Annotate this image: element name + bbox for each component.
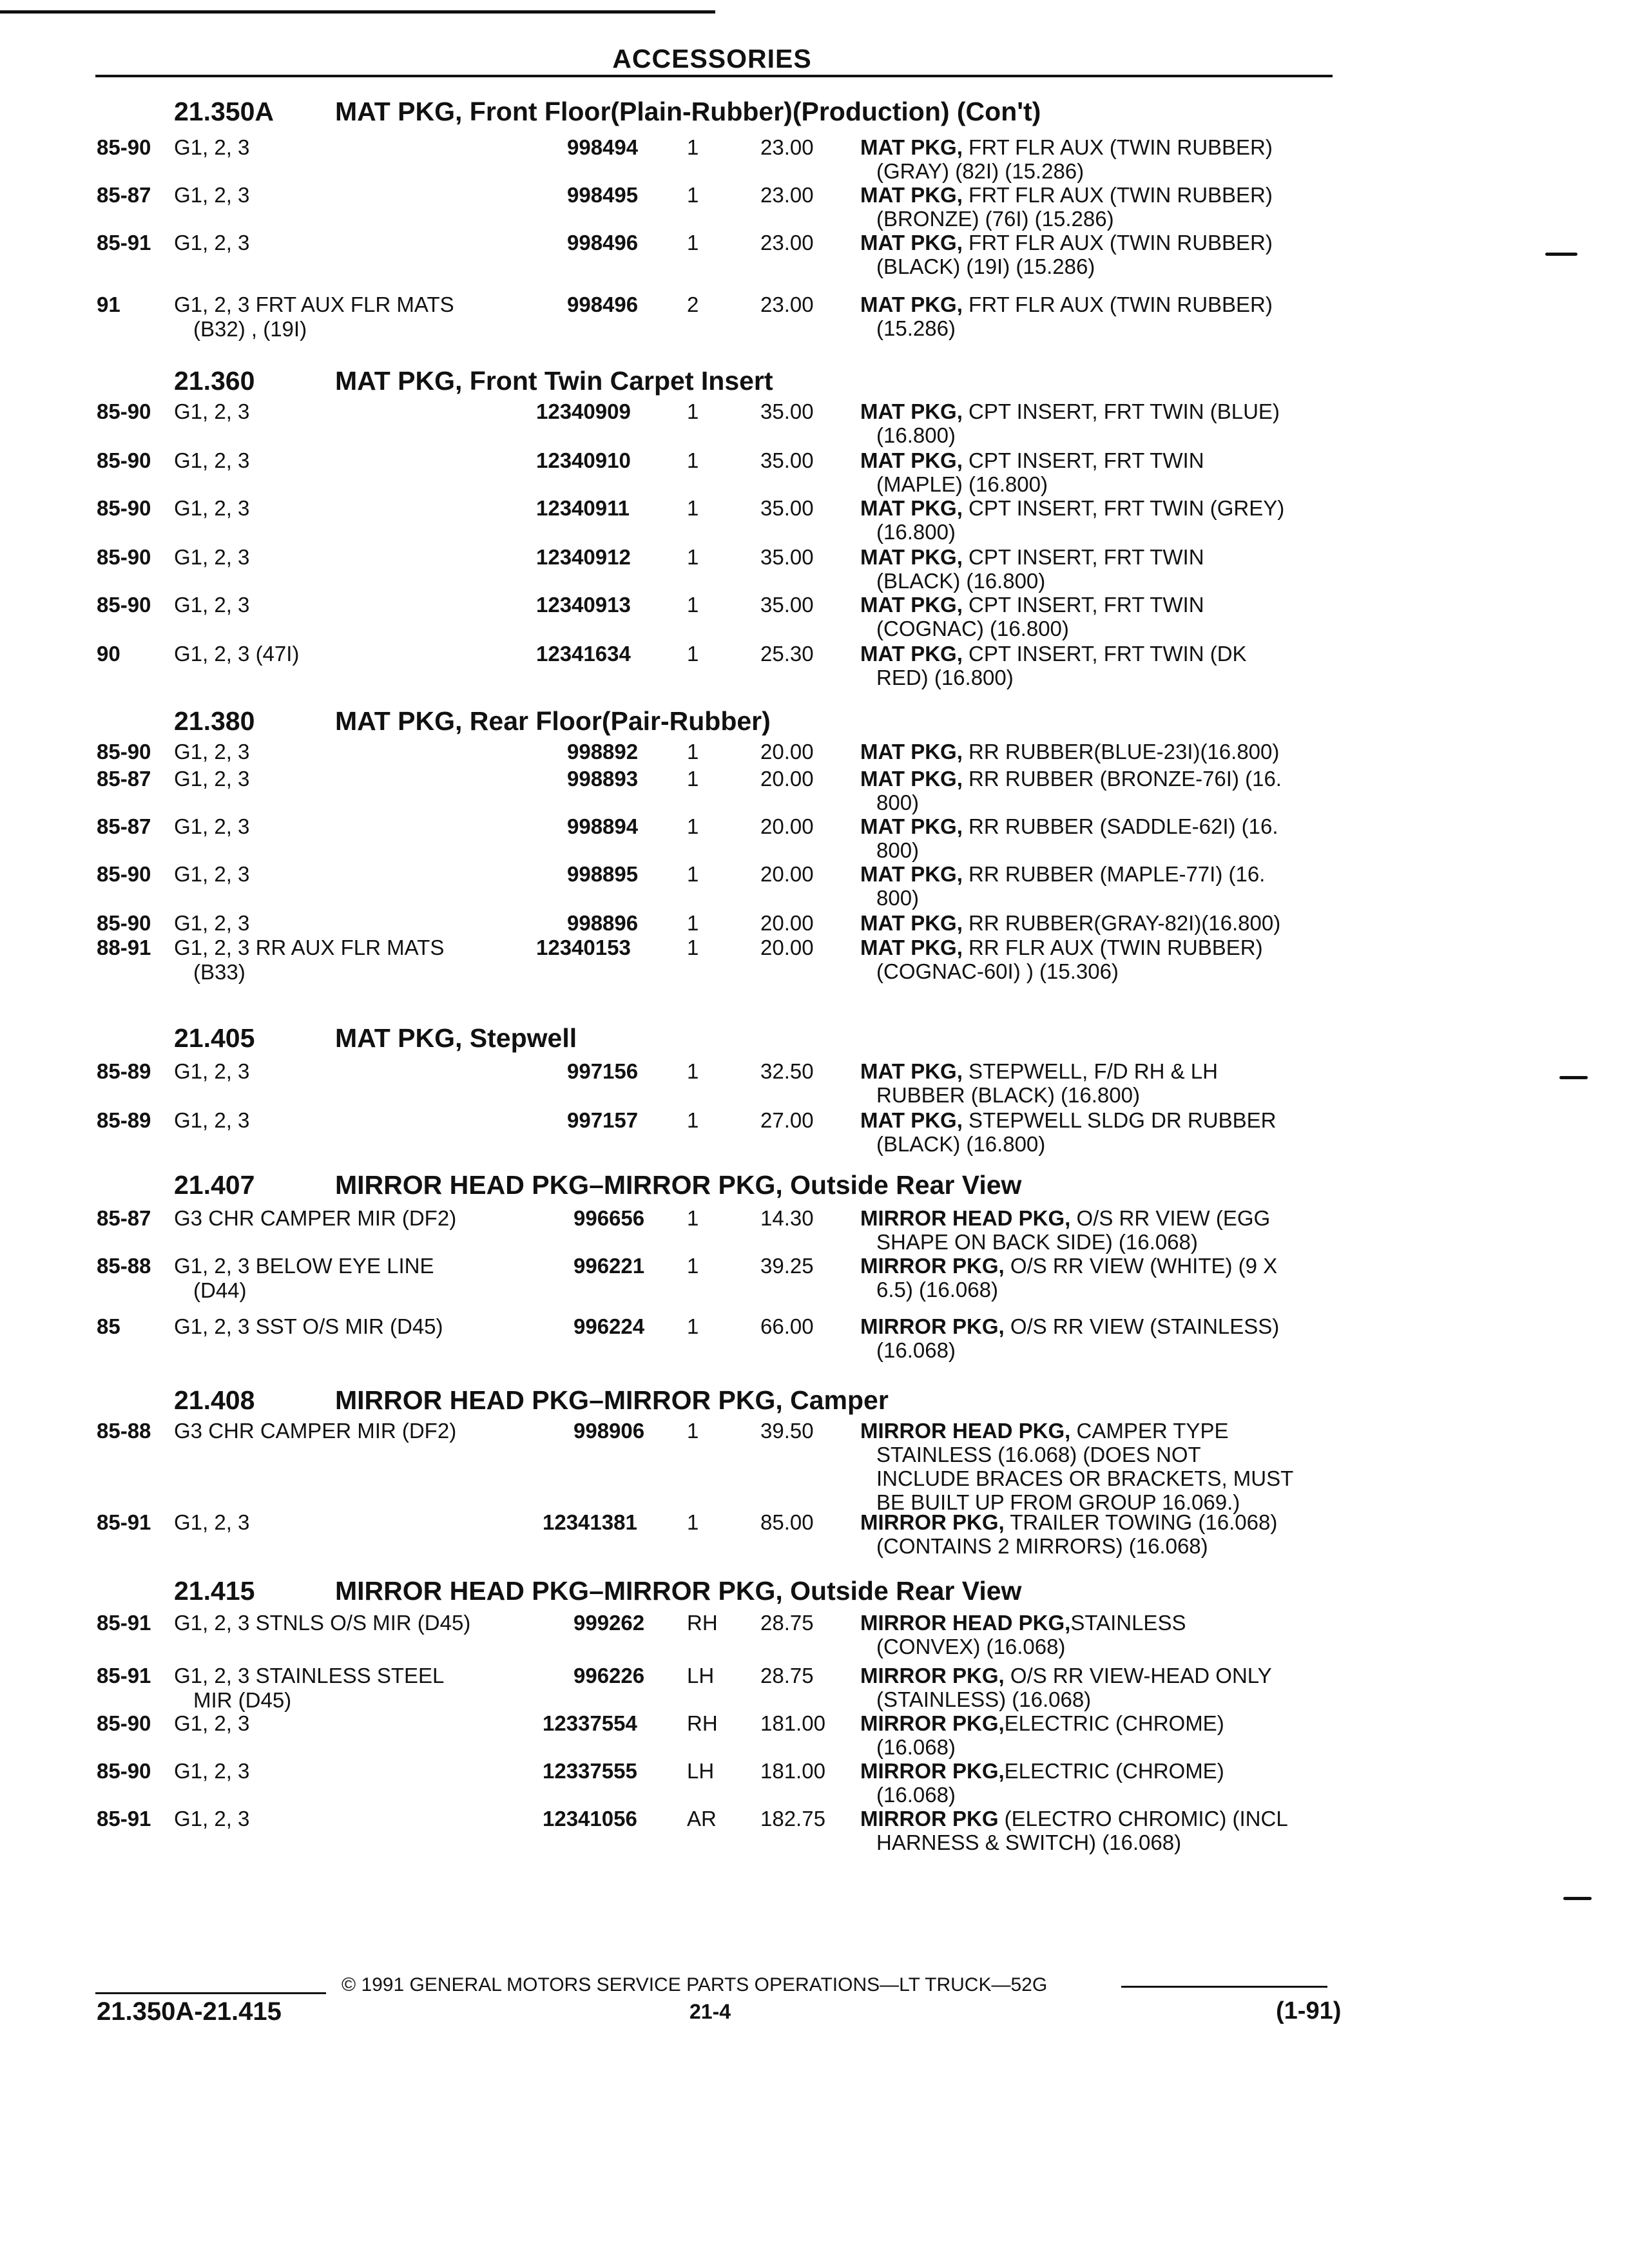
part-number: 997156 (567, 1059, 639, 1083)
part-number: 996226 (574, 1664, 645, 1687)
usage-description: G1, 2, 3 RR AUX FLR MATS (174, 936, 445, 959)
footer-page-number: 21-4 (689, 2000, 731, 2023)
quantity: LH (687, 1664, 715, 1687)
section-number: 21.415 (174, 1576, 255, 1606)
price: 20.00 (760, 740, 814, 764)
part-note-text: STEPWELL, F/D RH & LH (962, 1059, 1218, 1083)
model-years: 85-88 (97, 1419, 151, 1443)
usage-description: G1, 2, 3 (174, 767, 250, 791)
part-note-keyword: MAT PKG, (860, 767, 963, 791)
usage-description: G1, 2, 3 (47I) (174, 642, 300, 666)
part-note-cont: BE BUILT UP FROM GROUP 16.069.) (876, 1490, 1240, 1514)
section-title: MAT PKG, Front Twin Carpet Insert (335, 366, 773, 396)
part-number: 996221 (574, 1254, 645, 1278)
part-note-keyword: MAT PKG, (860, 399, 963, 423)
quantity: 1 (687, 1314, 699, 1338)
part-number: 996656 (574, 1206, 645, 1230)
usage-description: G3 CHR CAMPER MIR (DF2) (174, 1419, 457, 1443)
part-note (860, 545, 1204, 569)
price: 20.00 (760, 767, 814, 791)
model-years: 85-87 (97, 183, 151, 207)
part-note (860, 1807, 1288, 1831)
quantity: 1 (687, 399, 699, 423)
usage-description: G1, 2, 3 (174, 1759, 250, 1783)
part-number: 996224 (574, 1314, 645, 1338)
quantity: 1 (687, 911, 699, 935)
price: 23.00 (760, 183, 814, 207)
part-note-cont: INCLUDE BRACES OR BRACKETS, MUST (876, 1466, 1294, 1490)
quantity: 1 (687, 1419, 699, 1443)
section-title: MIRROR HEAD PKG–MIRROR PKG, Outside Rear View (335, 1170, 1022, 1200)
part-note-keyword: MAT PKG, (860, 642, 963, 666)
usage-description: G1, 2, 3 (174, 1711, 250, 1735)
part-note-cont: (BLACK) (19I) (15.286) (876, 255, 1095, 278)
quantity: 1 (687, 1059, 699, 1083)
part-note-cont: (CONVEX) (16.068) (876, 1635, 1066, 1658)
margin-mark (1559, 1076, 1588, 1079)
usage-description: G1, 2, 3 (174, 496, 250, 520)
part-note-cont: (COGNAC-60I) ) (15.306) (876, 959, 1119, 983)
quantity: 1 (687, 448, 699, 472)
part-number: 998495 (567, 183, 639, 207)
part-number: 998494 (567, 135, 639, 159)
part-note-text: CPT INSERT, FRT TWIN (GREY) (962, 496, 1285, 520)
margin-mark (1545, 253, 1577, 256)
part-note-cont: RUBBER (BLACK) (16.800) (876, 1083, 1140, 1107)
part-note-cont: (15.286) (876, 316, 956, 340)
part-note-keyword: MAT PKG, (860, 135, 963, 159)
model-years: 88-91 (97, 936, 151, 959)
part-note-text: FRT FLR AUX (TWIN RUBBER) (962, 293, 1273, 316)
usage-description: G1, 2, 3 (174, 1059, 250, 1083)
part-note-keyword: MAT PKG, (860, 545, 963, 569)
section-number: 21.360 (174, 366, 255, 396)
model-years: 91 (97, 293, 120, 316)
section-number: 21.408 (174, 1385, 255, 1415)
price: 14.30 (760, 1206, 814, 1230)
part-number: 998894 (567, 814, 639, 838)
part-note-cont: 800) (876, 886, 920, 910)
quantity: RH (687, 1611, 718, 1635)
part-note (860, 740, 1279, 764)
part-note-cont: (CONTAINS 2 MIRRORS) (16.068) (876, 1534, 1208, 1558)
part-note-text: ELECTRIC (CHROME) (1004, 1759, 1224, 1783)
usage-description: G1, 2, 3 BELOW EYE LINE (174, 1254, 434, 1278)
section-heading (174, 1576, 1021, 1606)
quantity: 1 (687, 642, 699, 666)
part-note-text: STEPWELL SLDG DR RUBBER (962, 1108, 1277, 1132)
usage-description: G1, 2, 3 (174, 862, 250, 886)
part-note (860, 814, 1278, 838)
part-number: 12340910 (536, 448, 631, 472)
part-note (860, 1759, 1224, 1783)
section-heading (174, 366, 773, 396)
quantity: LH (687, 1759, 715, 1783)
part-note-cont: (16.068) (876, 1338, 956, 1362)
price: 181.00 (760, 1711, 825, 1735)
price: 20.00 (760, 936, 814, 959)
part-number: 12341381 (543, 1510, 637, 1534)
price: 23.00 (760, 293, 814, 316)
part-note (860, 593, 1204, 617)
footer-section-range: 21.350A-21.415 (97, 1997, 282, 2026)
part-note-keyword: MIRROR PKG, (860, 1314, 1005, 1338)
usage-description: G1, 2, 3 FRT AUX FLR MATS (174, 293, 454, 316)
part-note-text: FRT FLR AUX (TWIN RUBBER) (962, 231, 1273, 255)
part-note-keyword: MAT PKG, (860, 231, 963, 255)
part-note-keyword: MIRROR PKG, (860, 1510, 1005, 1534)
price: 35.00 (760, 593, 814, 617)
model-years: 85-90 (97, 740, 151, 764)
part-note-text: CPT INSERT, FRT TWIN (962, 448, 1204, 472)
footer-rule (95, 1992, 326, 1994)
usage-description-cont: MIR (D45) (193, 1688, 292, 1712)
price: 85.00 (760, 1510, 814, 1534)
part-note-text: O/S RR VIEW (WHITE) (9 X (1004, 1254, 1278, 1278)
section-title: MIRROR HEAD PKG–MIRROR PKG, Outside Rear View (335, 1576, 1022, 1606)
part-note-keyword: MAT PKG, (860, 183, 963, 207)
price: 25.30 (760, 642, 814, 666)
part-note (860, 1711, 1224, 1735)
model-years: 85-90 (97, 1711, 151, 1735)
model-years: 85 (97, 1314, 120, 1338)
price: 27.00 (760, 1108, 814, 1132)
part-note-keyword: MAT PKG, (860, 1108, 963, 1132)
model-years: 85-91 (97, 1510, 151, 1534)
part-note-cont: (COGNAC) (16.800) (876, 617, 1069, 640)
part-note (860, 135, 1273, 159)
usage-description: G1, 2, 3 STNLS O/S MIR (D45) (174, 1611, 471, 1635)
part-number: 12340909 (536, 399, 631, 423)
part-number: 12337554 (543, 1711, 637, 1735)
quantity: 1 (687, 496, 699, 520)
part-note (860, 936, 1263, 959)
part-note (860, 642, 1247, 666)
price: 28.75 (760, 1664, 814, 1687)
part-note (860, 1206, 1270, 1230)
usage-description: G1, 2, 3 (174, 1510, 250, 1534)
part-note-keyword: MIRROR PKG, (860, 1759, 1005, 1783)
part-number: 998496 (567, 231, 639, 255)
part-number: 12340912 (536, 545, 631, 569)
part-note-text: (ELECTRO CHROMIC) (INCL (998, 1807, 1288, 1831)
part-note (860, 183, 1273, 207)
part-note-cont: (BLACK) (16.800) (876, 569, 1046, 593)
part-note-text: FRT FLR AUX (TWIN RUBBER) (962, 183, 1273, 207)
part-number: 12340913 (536, 593, 631, 617)
part-note-cont: (16.800) (876, 423, 956, 447)
part-note-cont: (BRONZE) (76I) (15.286) (876, 207, 1114, 231)
part-note-cont: (BLACK) (16.800) (876, 1132, 1046, 1156)
model-years: 85-90 (97, 399, 151, 423)
quantity: 1 (687, 740, 699, 764)
part-note (860, 399, 1280, 423)
part-number: 998496 (567, 293, 639, 316)
section-number: 21.405 (174, 1023, 255, 1053)
usage-description: G1, 2, 3 (174, 1807, 250, 1831)
quantity: AR (687, 1807, 717, 1831)
part-note-keyword: MIRROR PKG, (860, 1664, 1005, 1687)
section-title: MIRROR HEAD PKG–MIRROR PKG, Camper (335, 1385, 889, 1415)
price: 35.00 (760, 496, 814, 520)
model-years: 85-91 (97, 231, 151, 255)
part-number: 998892 (567, 740, 639, 764)
footer-rule (1121, 1986, 1327, 1988)
part-note-text: RR FLR AUX (TWIN RUBBER) (962, 936, 1263, 959)
part-note-cont: 800) (876, 791, 920, 814)
part-note-cont: (STAINLESS) (16.068) (876, 1687, 1092, 1711)
usage-description-cont: (B32) , (19I) (193, 317, 307, 341)
part-note (860, 1611, 1186, 1635)
price: 66.00 (760, 1314, 814, 1338)
quantity: 1 (687, 135, 699, 159)
part-note-cont: RED) (16.800) (876, 666, 1014, 689)
part-number: 999262 (574, 1611, 645, 1635)
usage-description: G1, 2, 3 (174, 399, 250, 423)
part-note (860, 911, 1280, 935)
part-note-cont: (16.800) (876, 520, 956, 544)
part-note-text: ELECTRIC (CHROME) (1004, 1711, 1224, 1735)
usage-description: G1, 2, 3 (174, 814, 250, 838)
part-note-text: CPT INSERT, FRT TWIN (BLUE) (962, 399, 1280, 423)
model-years: 85-89 (97, 1059, 151, 1083)
usage-description: G1, 2, 3 (174, 740, 250, 764)
part-note-cont: (16.068) (876, 1735, 956, 1759)
part-number: 998896 (567, 911, 639, 935)
quantity: 1 (687, 814, 699, 838)
quantity: RH (687, 1711, 718, 1735)
part-number: 12341634 (536, 642, 631, 666)
part-note (860, 1510, 1277, 1534)
part-note-text: CAMPER TYPE (1070, 1419, 1229, 1443)
part-note-keyword: MAT PKG, (860, 740, 963, 764)
price: 28.75 (760, 1611, 814, 1635)
part-number: 998893 (567, 767, 639, 791)
part-note (860, 448, 1204, 472)
price: 181.00 (760, 1759, 825, 1783)
part-note-cont: HARNESS & SWITCH) (16.068) (876, 1831, 1182, 1854)
usage-description: G1, 2, 3 (174, 183, 250, 207)
part-note-keyword: MIRROR HEAD PKG, (860, 1206, 1071, 1230)
part-note-keyword: MAT PKG, (860, 593, 963, 617)
section-heading (174, 1170, 1021, 1200)
price: 23.00 (760, 231, 814, 255)
model-years: 85-90 (97, 135, 151, 159)
section-title: MAT PKG, Front Floor(Plain-Rubber)(Production) (Con't) (335, 97, 1041, 126)
model-years: 85-87 (97, 814, 151, 838)
quantity: 1 (687, 183, 699, 207)
price: 32.50 (760, 1059, 814, 1083)
section-title: MAT PKG, Rear Floor(Pair-Rubber) (335, 706, 771, 736)
quantity: 1 (687, 936, 699, 959)
price: 35.00 (760, 399, 814, 423)
part-number: 12340911 (536, 496, 630, 520)
part-note-keyword: MIRROR PKG, (860, 1254, 1005, 1278)
usage-description-cont: (B33) (193, 960, 246, 984)
usage-description: G1, 2, 3 SST O/S MIR (D45) (174, 1314, 443, 1338)
quantity: 1 (687, 1206, 699, 1230)
part-note-cont: SHAPE ON BACK SIDE) (16.068) (876, 1230, 1198, 1254)
quantity: 1 (687, 862, 699, 886)
footer-date: (1-91) (1276, 1997, 1342, 2024)
usage-description: G1, 2, 3 (174, 593, 250, 617)
part-note-keyword: MAT PKG, (860, 448, 963, 472)
quantity: 1 (687, 231, 699, 255)
model-years: 85-90 (97, 1759, 151, 1783)
quantity: 1 (687, 1254, 699, 1278)
part-note (860, 1419, 1228, 1443)
part-number: 998895 (567, 862, 639, 886)
part-note-text: RR RUBBER (BRONZE-76I) (16. (962, 767, 1282, 791)
part-note-keyword: MIRROR PKG (860, 1807, 999, 1831)
usage-description: G1, 2, 3 (174, 448, 250, 472)
model-years: 85-89 (97, 1108, 151, 1132)
part-note-text: RR RUBBER(BLUE-23I)(16.800) (962, 740, 1280, 764)
price: 20.00 (760, 911, 814, 935)
quantity: 1 (687, 593, 699, 617)
model-years: 90 (97, 642, 120, 666)
part-note-cont: 6.5) (16.068) (876, 1278, 998, 1302)
part-number: 997157 (567, 1108, 639, 1132)
part-note-keyword: MIRROR HEAD PKG, (860, 1419, 1071, 1443)
margin-mark (1563, 1897, 1592, 1900)
quantity: 2 (687, 293, 699, 316)
part-note (860, 1254, 1277, 1278)
usage-description: G1, 2, 3 (174, 135, 250, 159)
part-note-text: FRT FLR AUX (TWIN RUBBER) (962, 135, 1273, 159)
section-number: 21.380 (174, 706, 255, 736)
usage-description: G1, 2, 3 (174, 231, 250, 255)
part-note (860, 293, 1273, 316)
part-note-text: O/S RR VIEW (STAINLESS) (1004, 1314, 1280, 1338)
part-note (860, 767, 1282, 791)
part-note-keyword: MAT PKG, (860, 496, 963, 520)
section-number: 21.407 (174, 1170, 255, 1200)
usage-description: G1, 2, 3 STAINLESS STEEL (174, 1664, 445, 1687)
model-years: 85-87 (97, 767, 151, 791)
part-note-cont: STAINLESS (16.068) (DOES NOT (876, 1443, 1201, 1466)
part-note (860, 496, 1284, 520)
part-note-cont: (GRAY) (82I) (15.286) (876, 159, 1084, 183)
model-years: 85-88 (97, 1254, 151, 1278)
part-note (860, 1108, 1276, 1132)
model-years: 85-91 (97, 1664, 151, 1687)
section-title: MAT PKG, Stepwell (335, 1023, 577, 1053)
model-years: 85-90 (97, 545, 151, 569)
part-number: 12337555 (543, 1759, 637, 1783)
section-heading (174, 1385, 889, 1416)
part-note-keyword: MAT PKG, (860, 911, 963, 935)
price: 39.50 (760, 1419, 814, 1443)
part-number: 12341056 (543, 1807, 637, 1831)
part-note-keyword: MAT PKG, (860, 814, 963, 838)
footer-copyright: © 1991 GENERAL MOTORS SERVICE PARTS OPERATIONS—LT TRUCK—52G (342, 1974, 1048, 1995)
part-note-text: CPT INSERT, FRT TWIN (DK (962, 642, 1247, 666)
top-rule (0, 10, 715, 14)
quantity: 1 (687, 1108, 699, 1132)
model-years: 85-91 (97, 1807, 151, 1831)
quantity: 1 (687, 545, 699, 569)
part-note-text: STAINLESS (1070, 1611, 1186, 1635)
model-years: 85-90 (97, 448, 151, 472)
part-note (860, 231, 1273, 255)
part-note-text: CPT INSERT, FRT TWIN (962, 593, 1204, 617)
part-note (860, 1664, 1272, 1687)
usage-description: G1, 2, 3 (174, 1108, 250, 1132)
usage-description-cont: (D44) (193, 1278, 247, 1302)
model-years: 85-91 (97, 1611, 151, 1635)
part-note-text: RR RUBBER (MAPLE-77I) (16. (962, 862, 1266, 886)
price: 182.75 (760, 1807, 825, 1831)
price: 20.00 (760, 814, 814, 838)
model-years: 85-90 (97, 862, 151, 886)
part-note (860, 1314, 1279, 1338)
part-note-text: RR RUBBER (SADDLE-62I) (16. (962, 814, 1278, 838)
model-years: 85-90 (97, 593, 151, 617)
part-note-text: O/S RR VIEW-HEAD ONLY (1004, 1664, 1272, 1687)
part-note-keyword: MIRROR PKG, (860, 1711, 1005, 1735)
part-number: 998906 (574, 1419, 645, 1443)
model-years: 85-87 (97, 1206, 151, 1230)
usage-description: G1, 2, 3 (174, 911, 250, 935)
price: 35.00 (760, 545, 814, 569)
part-number: 12340153 (536, 936, 631, 959)
quantity: 1 (687, 1510, 699, 1534)
part-note-text: RR RUBBER(GRAY-82I)(16.800) (962, 911, 1281, 935)
usage-description: G3 CHR CAMPER MIR (DF2) (174, 1206, 457, 1230)
usage-description: G1, 2, 3 (174, 545, 250, 569)
price: 39.25 (760, 1254, 814, 1278)
header-rule (95, 75, 1333, 77)
section-number: 21.350A (174, 97, 275, 126)
section-heading (174, 706, 771, 736)
part-note-text: TRAILER TOWING (16.068) (1004, 1510, 1278, 1534)
price: 23.00 (760, 135, 814, 159)
model-years: 85-90 (97, 911, 151, 935)
part-note (860, 1059, 1218, 1083)
page-title: ACCESSORIES (612, 44, 812, 73)
price: 35.00 (760, 448, 814, 472)
part-note-cont: (16.068) (876, 1783, 956, 1807)
price: 20.00 (760, 862, 814, 886)
part-note (860, 862, 1265, 886)
part-note-keyword: MAT PKG, (860, 936, 963, 959)
part-note-text: CPT INSERT, FRT TWIN (962, 545, 1204, 569)
section-heading (174, 1023, 577, 1053)
part-note-cont: (MAPLE) (16.800) (876, 472, 1048, 496)
part-note-keyword: MAT PKG, (860, 1059, 963, 1083)
part-note-keyword: MAT PKG, (860, 293, 963, 316)
model-years: 85-90 (97, 496, 151, 520)
part-note-cont: 800) (876, 838, 920, 862)
part-note-text: O/S RR VIEW (EGG (1070, 1206, 1271, 1230)
part-note-keyword: MAT PKG, (860, 862, 963, 886)
quantity: 1 (687, 767, 699, 791)
part-note-keyword: MIRROR HEAD PKG, (860, 1611, 1071, 1635)
section-heading (174, 97, 1041, 127)
